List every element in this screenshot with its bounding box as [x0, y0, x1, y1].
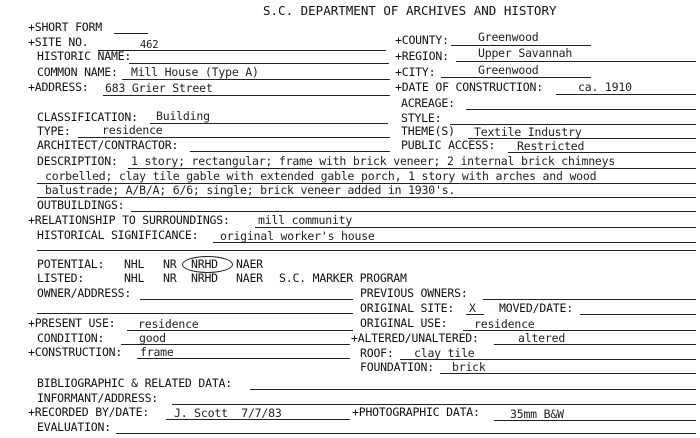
construction-value[interactable]: frame	[140, 345, 174, 359]
condition-value[interactable]: good	[139, 331, 166, 345]
bibliographic-line	[250, 389, 696, 390]
owner-label: OWNER/ADDRESS:	[37, 286, 132, 300]
owner-line	[140, 299, 353, 300]
type-value[interactable]: residence	[102, 123, 163, 137]
relationship-label: +RELATIONSHIP TO SURROUNDINGS:	[28, 213, 230, 227]
outbuildings-line	[131, 211, 696, 212]
previous-owners-label: PREVIOUS OWNERS:	[360, 286, 468, 300]
city-line	[441, 77, 591, 78]
city-label: +CITY:	[395, 65, 436, 79]
altered-label: +ALTERED/UNALTERED:	[351, 331, 479, 345]
significance-label: HISTORICAL SIGNIFICANCE:	[37, 228, 199, 242]
classification-value[interactable]: Building	[156, 109, 210, 123]
original-use-label: ORIGINAL USE:	[360, 316, 448, 330]
listed-nr[interactable]: NR	[163, 271, 177, 285]
historic-name-line	[129, 63, 389, 64]
roof-line	[400, 359, 696, 360]
original-site-line	[466, 314, 484, 315]
architect-label: ARCHITECT/CONTRACTOR:	[37, 138, 179, 152]
date-of-construction-value[interactable]: ca. 1910	[578, 80, 632, 94]
listed-marker-program[interactable]: S.C. MARKER PROGRAM	[279, 271, 407, 285]
original-site-label: ORIGINAL SITE:	[360, 301, 455, 315]
description-line-2[interactable]: corbelled; clay tile gable with extended gable porch, 1 story with arches and wood	[45, 169, 597, 183]
common-name-line	[122, 79, 390, 80]
roof-label: ROOF:	[360, 346, 394, 360]
classification-line	[150, 123, 388, 124]
recorded-by-label: +RECORDED BY/DATE:	[28, 405, 150, 419]
classification-label: CLASSIFICATION:	[37, 110, 138, 124]
informant-label: INFORMANT/ADDRESS:	[37, 391, 159, 405]
public-access-label: PUBLIC ACCESS:	[401, 138, 496, 152]
bibliographic-label: BIBLIOGRAPHIC & RELATED DATA:	[37, 376, 232, 390]
significance-value[interactable]: original worker's house	[220, 229, 375, 243]
site-no-value[interactable]: 462	[140, 39, 159, 51]
potential-nhl[interactable]: NHL	[124, 257, 145, 271]
recorded-by-line	[166, 419, 350, 420]
short-form-line	[114, 33, 148, 34]
moved-label: MOVED/DATE:	[499, 301, 573, 315]
common-name-label: COMMON NAME:	[37, 65, 118, 79]
significance-line	[213, 242, 696, 243]
listed-label: LISTED:	[37, 271, 85, 285]
theme-label: THEME(S)	[401, 124, 455, 138]
moved-line	[580, 314, 696, 315]
present-use-label: +PRESENT USE:	[28, 316, 116, 330]
style-label: STYLE:	[401, 111, 442, 125]
short-form-label: +SHORT FORM	[28, 20, 102, 34]
foundation-value[interactable]: brick	[452, 360, 486, 374]
county-value[interactable]: Greenwood	[478, 30, 539, 44]
description-label: DESCRIPTION:	[37, 154, 118, 168]
date-of-construction-line	[556, 94, 696, 95]
original-use-line	[463, 330, 696, 331]
address-line	[103, 95, 390, 96]
owner-line-2	[37, 313, 353, 314]
form-title: S.C. DEPARTMENT OF ARCHIVES AND HISTORY	[263, 3, 557, 18]
foundation-label: FOUNDATION:	[360, 360, 434, 374]
region-value[interactable]: Upper Savannah	[478, 46, 573, 60]
photographic-data-line	[494, 420, 696, 421]
foundation-line	[440, 373, 696, 374]
relationship-line	[255, 227, 696, 228]
altered-value[interactable]: altered	[518, 331, 566, 345]
description-underline-3	[37, 197, 696, 198]
original-site-value[interactable]: X	[469, 301, 476, 315]
region-label: +REGION:	[395, 49, 449, 63]
altered-line	[494, 344, 696, 345]
potential-nrhd[interactable]: NRHD	[191, 257, 218, 271]
public-access-line	[508, 152, 696, 153]
description-line-3[interactable]: balustrade; A/B/A; 6/6; single; brick veneer added in 1930's.	[45, 183, 456, 197]
common-name-value[interactable]: Mill House (Type A)	[131, 65, 259, 79]
photographic-data-value[interactable]: 35mm B&W	[510, 407, 564, 421]
site-no-label: +SITE NO.	[28, 35, 89, 49]
listed-nhl[interactable]: NHL	[124, 271, 145, 285]
description-line-1[interactable]: 1 story; rectangular; frame with brick veneer; 2 internal brick chimneys	[131, 154, 616, 168]
evaluation-line	[116, 433, 696, 434]
theme-value[interactable]: Textile Industry	[474, 125, 582, 139]
potential-nr[interactable]: NR	[163, 257, 177, 271]
construction-line	[137, 358, 350, 359]
region-line	[456, 61, 696, 62]
type-label: TYPE:	[37, 124, 71, 138]
date-of-construction-label: +DATE OF CONSTRUCTION:	[395, 80, 543, 94]
address-label: +ADDRESS:	[28, 80, 89, 94]
evaluation-label: EVALUATION:	[37, 420, 111, 434]
previous-owners-line	[483, 299, 696, 300]
acreage-label: ACREAGE:	[401, 96, 455, 110]
potential-label: POTENTIAL:	[37, 257, 105, 271]
public-access-value[interactable]: Restricted	[517, 139, 585, 153]
county-label: +COUNTY:	[395, 33, 449, 47]
address-value[interactable]: 683 Grier Street	[105, 81, 213, 95]
significance-extra-line	[37, 250, 696, 251]
listed-nrhd[interactable]: NRHD	[191, 271, 218, 285]
original-use-value[interactable]: residence	[474, 317, 535, 331]
photographic-data-label: +PHOTOGRAPHIC DATA:	[352, 405, 480, 419]
construction-label: +CONSTRUCTION:	[28, 345, 123, 359]
acreage-line	[466, 109, 696, 110]
architect-line	[190, 151, 390, 152]
historic-name-label: HISTORIC NAME:	[37, 49, 132, 63]
site-no-line	[98, 50, 386, 51]
roof-value[interactable]: clay tile	[414, 346, 475, 360]
city-value[interactable]: Greenwood	[478, 63, 539, 77]
relationship-value[interactable]: mill community	[258, 213, 353, 227]
condition-label: CONDITION:	[37, 331, 105, 345]
potential-naer[interactable]: NAER	[236, 257, 263, 271]
listed-naer[interactable]: NAER	[236, 271, 263, 285]
present-use-value[interactable]: residence	[138, 317, 199, 331]
outbuildings-label: OUTBUILDINGS:	[37, 198, 125, 212]
recorded-by-value[interactable]: J. Scott 7/7/83	[174, 406, 282, 420]
